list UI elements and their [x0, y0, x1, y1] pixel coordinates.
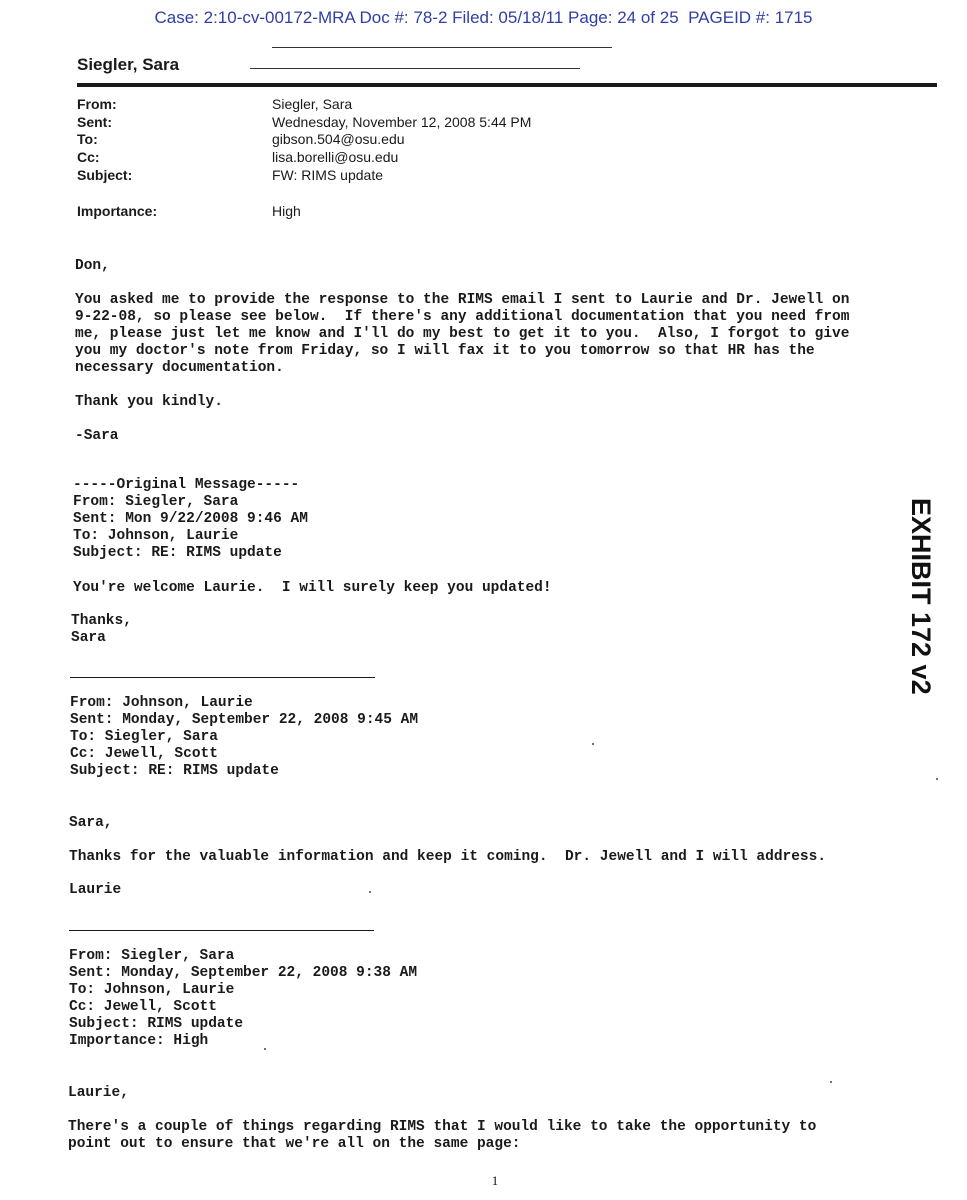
- header-label-subject: Subject:: [77, 167, 133, 183]
- scan-speck: [264, 1048, 266, 1050]
- msg1-body-line: necessary documentation.: [75, 360, 284, 376]
- scan-speck: [936, 778, 938, 780]
- scan-speck: [369, 891, 371, 893]
- page-number: 1: [491, 1173, 499, 1188]
- msg2-header-line: Subject: RE: RIMS update: [73, 545, 282, 561]
- msg4-header-line: Sent: Monday, September 22, 2008 9:38 AM: [69, 965, 418, 981]
- scan-line: [272, 47, 612, 48]
- msg4-body-line: point out to ensure that we're all on the same page:: [68, 1136, 521, 1152]
- msg3-header-line: To: Siegler, Sara: [70, 729, 218, 745]
- header-value-cc: lisa.borelli@osu.edu: [272, 149, 399, 165]
- exhibit-stamp: EXHIBIT 172 v2: [906, 498, 936, 695]
- msg1-thanks: Thank you kindly.: [75, 394, 223, 410]
- header-label-importance: Importance:: [77, 203, 158, 219]
- message-separator: [70, 677, 375, 678]
- msg3-signoff: Laurie: [69, 882, 122, 898]
- msg4-header-line: From: Siegler, Sara: [69, 948, 235, 964]
- msg3-header-line: Sent: Monday, September 22, 2008 9:45 AM: [70, 712, 419, 728]
- msg2-header-line: Sent: Mon 9/22/2008 9:46 AM: [73, 511, 308, 527]
- header-value-to: gibson.504@osu.edu: [272, 131, 405, 147]
- header-value-sent: Wednesday, November 12, 2008 5:44 PM: [272, 114, 532, 130]
- msg4-header-line: Importance: High: [69, 1033, 209, 1049]
- msg1-body-line: you my doctor's note from Friday, so I will fax it to you tomorrow so that HR has the: [75, 343, 815, 359]
- msg2-original-divider: -----Original Message-----: [73, 477, 300, 493]
- header-label-sent: Sent:: [77, 114, 112, 130]
- header-rule: [77, 83, 937, 87]
- msg2-header-line: From: Siegler, Sara: [73, 494, 239, 510]
- scan-speck: [830, 1081, 832, 1083]
- msg1-body-line: You asked me to provide the response to the RIMS email I sent to Laurie and Dr. Jewell on: [75, 292, 850, 308]
- scan-line: [250, 68, 580, 69]
- header-label-from: From:: [77, 96, 117, 112]
- msg1-body-line: 9-22-08, so please see below. If there's any additional documentation that you need from: [75, 309, 850, 325]
- msg2-body: You're welcome Laurie. I will surely keep you updated!: [73, 580, 552, 596]
- header-value-subject: FW: RIMS update: [272, 167, 384, 183]
- msg1-greeting: Don,: [75, 258, 110, 274]
- msg4-header-line: Cc: Jewell, Scott: [69, 999, 217, 1015]
- msg4-header-line: Subject: RIMS update: [69, 1016, 244, 1032]
- msg4-header-line: To: Johnson, Laurie: [69, 982, 235, 998]
- header-label-cc: Cc:: [77, 149, 100, 165]
- scan-speck: [592, 743, 594, 745]
- msg3-body: Thanks for the valuable information and keep it coming. Dr. Jewell and I will address.: [69, 849, 827, 865]
- message-separator: [69, 930, 374, 931]
- sender-name-title: Siegler, Sara: [77, 55, 180, 74]
- msg3-header-line: From: Johnson, Laurie: [70, 695, 253, 711]
- msg1-body-line: me, please just let me know and I'll do my best to get it to you. Also, I forgot to give: [75, 326, 850, 342]
- msg2-closing: Thanks,: [71, 613, 132, 629]
- msg3-header-line: Cc: Jewell, Scott: [70, 746, 218, 762]
- msg4-greeting: Laurie,: [68, 1085, 129, 1101]
- header-value-importance: High: [272, 203, 301, 219]
- msg3-greeting: Sara,: [69, 815, 113, 831]
- msg2-closing: Sara: [71, 630, 106, 646]
- msg2-header-line: To: Johnson, Laurie: [73, 528, 239, 544]
- case-banner: Case: 2:10-cv-00172-MRA Doc #: 78-2 Filed: 05/18/11 Page: 24 of 25 PAGEID #: 1715: [154, 8, 813, 27]
- msg4-body-line: There's a couple of things regarding RIMS that I would like to take the opportunity to: [68, 1119, 817, 1135]
- header-label-to: To:: [77, 131, 98, 147]
- msg3-header-line: Subject: RE: RIMS update: [70, 763, 279, 779]
- header-value-from: Siegler, Sara: [272, 96, 353, 112]
- msg1-signoff: -Sara: [75, 428, 119, 444]
